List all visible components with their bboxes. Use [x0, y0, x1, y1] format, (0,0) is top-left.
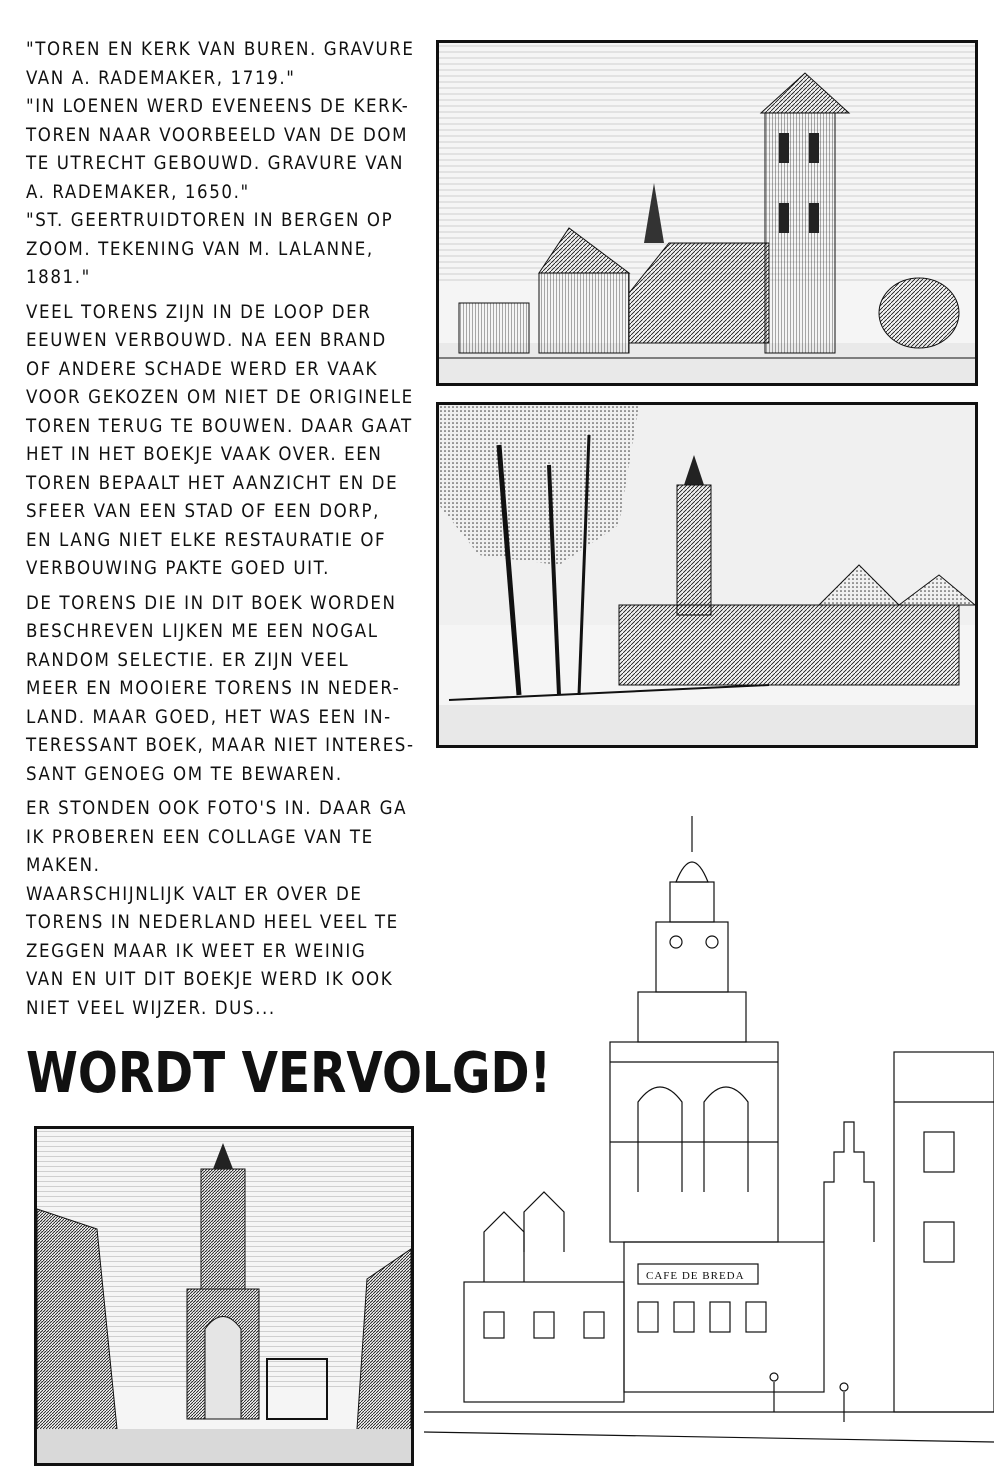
caption-line: "IN LOENEN WERD EVENEENS DE KERK-: [26, 96, 410, 117]
text-line: ER STONDEN OOK FOTO'S IN. DAAR GA: [26, 798, 408, 819]
text-line: LAND. MAAR GOED, HET WAS EEN IN-: [26, 706, 392, 728]
paragraph-random-selectie: [26, 590, 424, 790]
caption-line: VAN A. RADEMAKER, 1719.": [26, 67, 296, 89]
loenen-church-drawing: [439, 405, 975, 745]
caption-line: TOREN NAAR VOORBEELD VAN DE DOM: [26, 124, 409, 146]
text-line: TERESSANT BOEK, MAAR NIET INTERES-: [26, 735, 415, 756]
paragraph-fotos: [26, 795, 424, 881]
bergen-op-zoom-line-drawing: [424, 812, 994, 1468]
text-line: MAKEN.: [26, 855, 101, 876]
text-line: DE TORENS DIE IN DIT BOEK WORDEN: [26, 592, 397, 614]
caption-line: "TOREN EN KERK VAN BUREN. GRAVURE: [26, 39, 415, 60]
buren-church-drawing: [439, 43, 975, 383]
utrecht-dom-drawing: [37, 1129, 411, 1463]
text-line: NIET VEEL WIJZER. DUS...: [26, 997, 276, 1019]
text-line: ZEGGEN MAAR IK WEET ER WEINIG: [26, 940, 367, 962]
text-line: TOREN TERUG TE BOUWEN. DAAR GAAT: [26, 415, 413, 437]
text-line: EEUWEN VERBOUWD. NA EEN BRAND: [26, 330, 387, 351]
buren-church-engraving: [436, 40, 978, 386]
paragraph-waarschijnlijk: [26, 881, 424, 1024]
utrecht-dom-engraving: [34, 1126, 414, 1466]
text-line: OF ANDERE SCHADE WERD ER VAAK: [26, 358, 378, 380]
handwritten-text-column: [26, 36, 424, 1023]
captions-paragraph: [26, 36, 424, 293]
caption-line: A. RADEMAKER, 1650.": [26, 181, 250, 203]
caption-line: TE UTRECHT GEBOUWD. GRAVURE VAN: [26, 153, 405, 174]
cafe-de-breda-sign: CAFE DE BREDA: [646, 1270, 745, 1282]
text-line: VOOR GEKOZEN OM NIET DE ORIGINELE: [26, 387, 414, 408]
bergen-op-zoom-drawing: [424, 812, 994, 1468]
text-line: SANT GENOEG OM TE BEWAREN.: [26, 763, 343, 785]
paragraph-verbouwd: [26, 299, 424, 584]
text-line: BESCHREVEN LIJKEN ME EEN NOGAL: [26, 621, 379, 642]
loenen-church-engraving: [436, 402, 978, 748]
text-line: SFEER VAN EEN STAD OF EEN DORP,: [26, 501, 380, 522]
text-line: TORENS IN NEDERLAND HEEL VEEL TE: [26, 912, 399, 933]
caption-line: 1881.": [26, 267, 91, 288]
text-line: RANDOM SELECTIE. ER ZIJN VEEL: [26, 649, 350, 671]
text-line: VEEL TORENS ZIJN IN DE LOOP DER: [26, 301, 372, 323]
text-line: TOREN BEPAALT HET AANZICHT EN DE: [26, 472, 399, 494]
caption-line: "ST. GEERTRUIDTOREN IN BERGEN OP: [26, 210, 394, 231]
text-line: IK PROBEREN EEN COLLAGE VAN TE: [26, 826, 374, 848]
text-line: EN LANG NIET ELKE RESTAURATIE OF: [26, 529, 387, 551]
text-line: WAARSCHIJNLIJK VALT ER OVER DE: [26, 883, 363, 905]
text-line: MEER EN MOOIERE TORENS IN NEDER-: [26, 678, 401, 699]
wordt-vervolgd-headline: WORDT VERVOLGD!: [26, 1041, 552, 1106]
text-line: VERBOUWING PAKTE GOED UIT.: [26, 558, 331, 579]
text-line: VAN EN UIT DIT BOEKJE WERD IK OOK: [26, 969, 394, 990]
text-line: HET IN HET BOEKJE VAAK OVER. EEN: [26, 444, 383, 465]
caption-line: ZOOM. TEKENING VAN M. LALANNE,: [26, 238, 374, 260]
